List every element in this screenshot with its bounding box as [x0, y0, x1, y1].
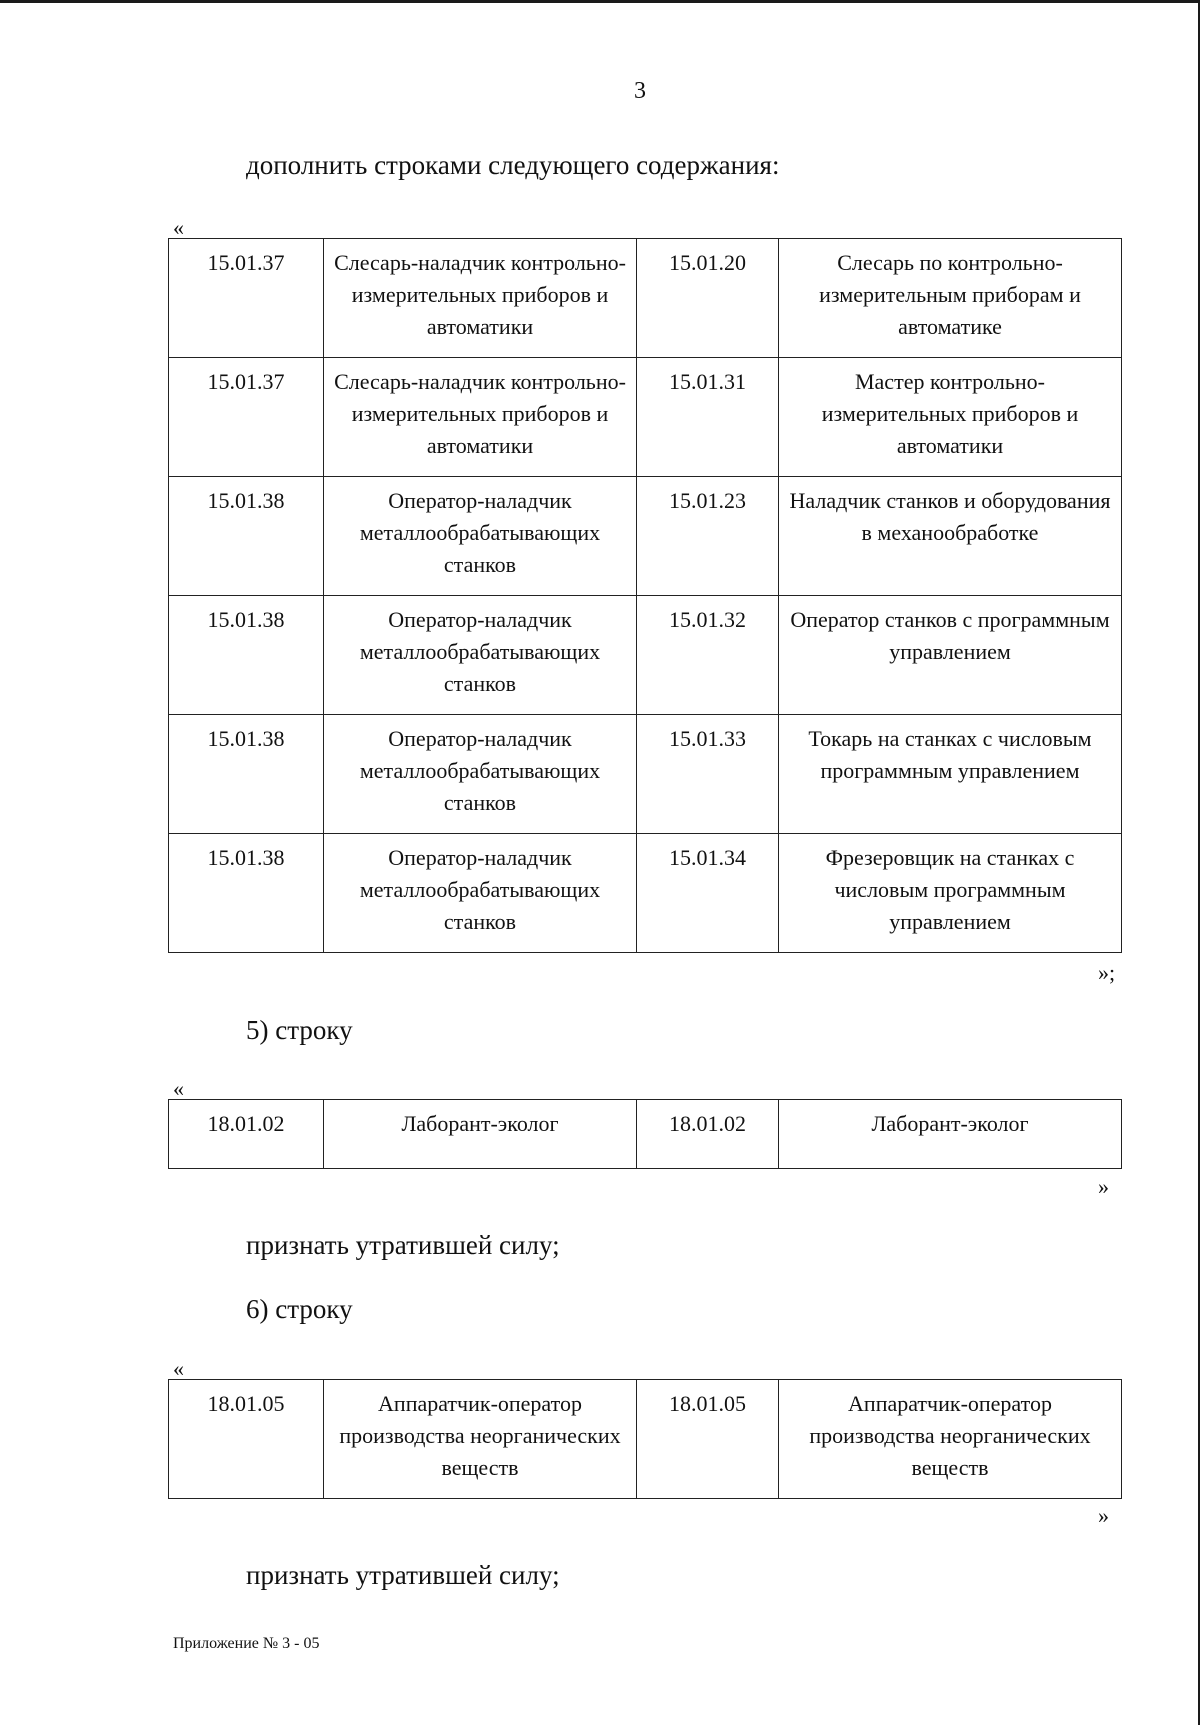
repeal-text-1: признать утратившей силу; [246, 1230, 560, 1260]
table-5 [168, 1099, 1122, 1169]
table-row [169, 715, 1122, 834]
old-code-cell: 15.01.38 [169, 715, 324, 834]
new-title-cell: Аппаратчик-оператор производства неорганических веществ [779, 1380, 1122, 1499]
page-number: 3 [634, 78, 646, 104]
table-row [169, 239, 1122, 358]
footer-note: Приложение № 3 - 05 [173, 1635, 320, 1652]
main-table [168, 238, 1122, 953]
repeal-text-2: признать утратившей силу; [246, 1560, 560, 1590]
table6-open-quote: « [173, 1356, 184, 1381]
old-title-cell: Оператор-наладчик металлообрабатывающих станков [324, 834, 637, 953]
new-title-cell: Наладчик станков и оборудования в механообработке [779, 477, 1122, 596]
new-code-cell: 15.01.23 [637, 477, 779, 596]
main-table-close-quote: »; [1098, 960, 1116, 985]
table-row [169, 834, 1122, 953]
table5-close-quote: » [1098, 1174, 1109, 1199]
old-code-cell: 15.01.37 [169, 358, 324, 477]
table-6 [168, 1379, 1122, 1499]
new-title-cell: Токарь на станках с числовым программным управлением [779, 715, 1122, 834]
old-code-cell: 18.01.05 [169, 1380, 324, 1499]
new-code-cell: 15.01.34 [637, 834, 779, 953]
new-code-cell: 15.01.33 [637, 715, 779, 834]
new-title-cell: Лаборант-эколог [779, 1100, 1122, 1169]
old-code-cell: 15.01.38 [169, 834, 324, 953]
new-code-cell: 18.01.05 [637, 1380, 779, 1499]
new-title-cell: Мастер контрольно-измерительных приборов и автоматики [779, 358, 1122, 477]
table5-open-quote: « [173, 1076, 184, 1101]
old-title-cell: Слесарь-наладчик контрольно-измерительных приборов и автоматики [324, 358, 637, 477]
new-code-cell: 18.01.02 [637, 1100, 779, 1169]
old-title-cell: Слесарь-наладчик контрольно-измерительных приборов и автоматики [324, 239, 637, 358]
new-title-cell: Оператор станков с программным управлением [779, 596, 1122, 715]
old-title-cell: Лаборант-эколог [324, 1100, 637, 1169]
table-row [169, 596, 1122, 715]
table-row [169, 1100, 1122, 1169]
old-title-cell: Оператор-наладчик металлообрабатывающих станков [324, 596, 637, 715]
table-row [169, 358, 1122, 477]
old-title-cell: Оператор-наладчик металлообрабатывающих станков [324, 477, 637, 596]
new-code-cell: 15.01.32 [637, 596, 779, 715]
intro-text: дополнить строками следующего содержания: [246, 150, 780, 180]
new-title-cell: Фрезеровщик на станках с числовым программным управлением [779, 834, 1122, 953]
old-title-cell: Оператор-наладчик металлообрабатывающих станков [324, 715, 637, 834]
old-title-cell: Аппаратчик-оператор производства неорганических веществ [324, 1380, 637, 1499]
new-title-cell: Слесарь по контрольно-измерительным приборам и автоматике [779, 239, 1122, 358]
old-code-cell: 15.01.38 [169, 596, 324, 715]
table-row [169, 1380, 1122, 1499]
main-table-open-quote: « [173, 215, 184, 240]
table6-close-quote: » [1098, 1503, 1109, 1528]
table-row [169, 477, 1122, 596]
item-6-text: 6) строку [246, 1294, 353, 1324]
old-code-cell: 18.01.02 [169, 1100, 324, 1169]
old-code-cell: 15.01.38 [169, 477, 324, 596]
new-code-cell: 15.01.20 [637, 239, 779, 358]
scan-edge-top [0, 0, 1200, 3]
new-code-cell: 15.01.31 [637, 358, 779, 477]
item-5-text: 5) строку [246, 1015, 353, 1045]
old-code-cell: 15.01.37 [169, 239, 324, 358]
